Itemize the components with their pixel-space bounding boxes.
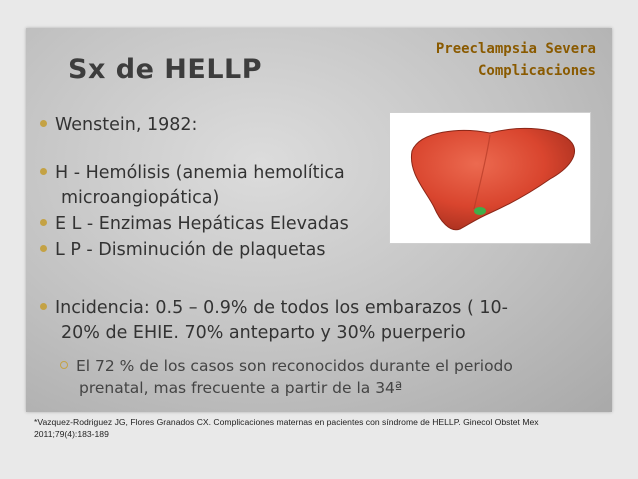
bullet-text: E L - Enzimas Hepáticas Elevadas xyxy=(55,214,349,234)
bullet-text: L P - Disminución de plaquetas xyxy=(55,240,326,260)
bullet-dot-icon xyxy=(40,245,47,252)
sub-bullet-prenatal xyxy=(60,355,513,377)
bullet-dot-icon xyxy=(40,120,47,127)
sub-bullet-prenatal-cont: prenatal, mas frecuente a partir de la 34ª xyxy=(79,379,403,397)
header-right xyxy=(436,38,596,82)
gallbladder-icon xyxy=(474,207,486,215)
slide-title: Sx de HELLP xyxy=(68,54,263,85)
bullet-hemolysis xyxy=(40,161,345,186)
footnote-line-2: 2011;79(4):183-189 xyxy=(34,429,109,439)
bullet-dot-icon xyxy=(40,168,47,175)
bullet-incidence-cont: 20% de EHIE. 70% anteparto y 30% puerperio xyxy=(61,323,466,343)
bullet-platelets xyxy=(40,238,326,263)
bullet-enzymes xyxy=(40,212,349,237)
sub-bullet-ring-icon xyxy=(60,361,68,369)
header-right-line-2: Complicaciones xyxy=(477,63,596,79)
header-right-line-1: Preeclampsia Severa xyxy=(435,41,596,57)
bullet-incidence xyxy=(40,296,508,321)
bullet-dot-icon xyxy=(40,303,47,310)
bullet-text: Incidencia: 0.5 – 0.9% de todos los embarazos ( 10- xyxy=(55,298,508,318)
bullet-text: Wenstein, 1982: xyxy=(55,115,198,135)
footnote-line-1: *Vazquez-Rodriguez JG, Flores Granados CX. Complicaciones maternas en pacientes con síndrome de HELLP. Ginecol Obstet Mex xyxy=(34,417,539,427)
bullet-author xyxy=(40,113,197,138)
sub-bullet-text: El 72 % de los casos son reconocidos durante el periodo xyxy=(76,357,513,375)
bullet-text: H - Hemólisis (anemia hemolítica xyxy=(55,163,345,183)
footnote xyxy=(34,416,594,440)
bullet-dot-icon xyxy=(40,219,47,226)
liver-image xyxy=(389,112,591,244)
liver-icon xyxy=(390,113,590,243)
bullet-hemolysis-cont: microangiopática) xyxy=(61,188,220,208)
